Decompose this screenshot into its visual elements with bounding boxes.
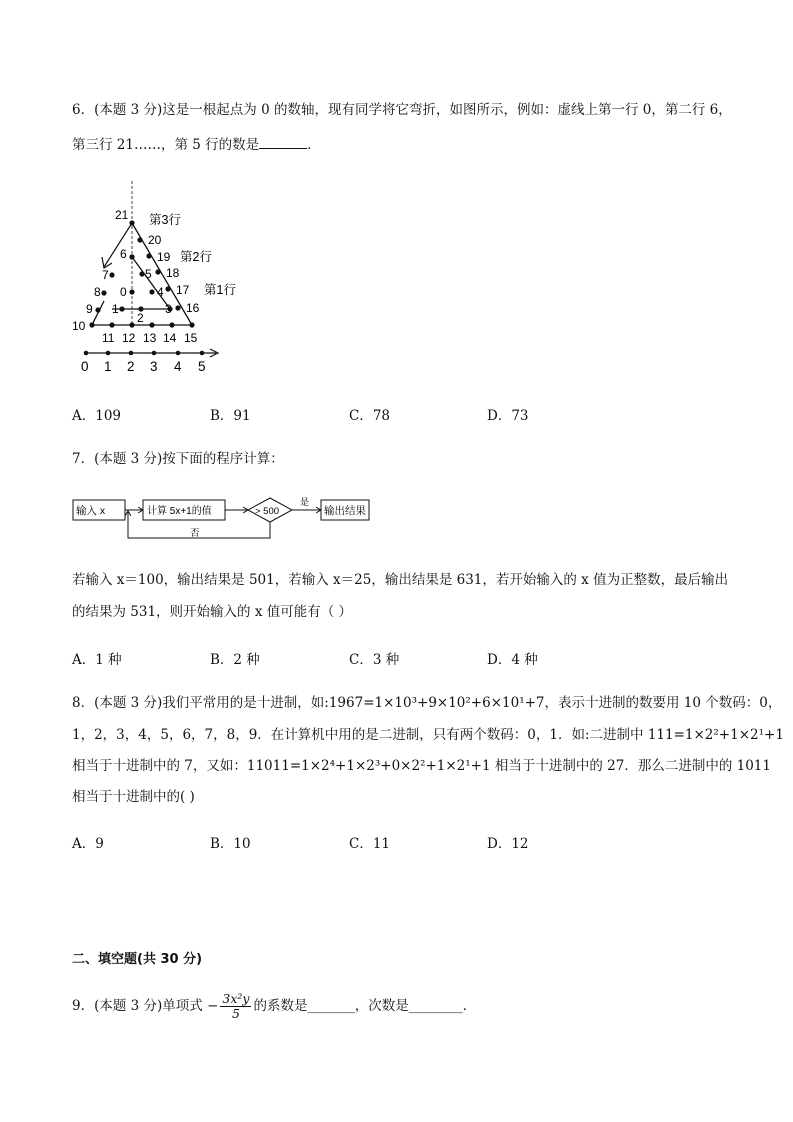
num-2: 2 — [137, 311, 144, 325]
q8-option-a[interactable]: A．9 — [72, 836, 104, 852]
q6-option-c[interactable]: C．78 — [349, 408, 391, 424]
q9-fraction — [220, 992, 251, 1021]
q6-option-a[interactable]: A．109 — [72, 408, 122, 424]
q8-line-3: 相当于十进制中的 7，又如：11011=1×2⁴+1×2³+0×2²+1×2¹+1 相当于十进制中的 27．那么二进制中的 1011 — [72, 758, 771, 774]
q7-option-c[interactable]: C．3 种 — [349, 652, 400, 668]
num-21: 21 — [115, 208, 129, 222]
q6-line-2 — [72, 134, 321, 155]
axis-tick-5: 5 — [198, 359, 206, 374]
q9-blank-1: _______ — [307, 998, 355, 1014]
row-label-2: 第2行 — [180, 250, 212, 264]
num-7: 7 — [102, 268, 109, 282]
q7-option-b[interactable]: B．2 种 — [210, 652, 260, 668]
num-1: 1 — [112, 302, 119, 316]
q9-blank-2: ________ — [408, 998, 463, 1014]
q7-option-a[interactable]: A．1 种 — [72, 652, 122, 668]
row-label-1: 第1行 — [204, 283, 236, 297]
row-label-3: 第3行 — [149, 213, 181, 227]
num-18: 18 — [166, 266, 180, 280]
q9-prefix: 9．(本题 3 分)单项式 − — [72, 998, 219, 1014]
q9-fraction-numerator: 3x²y — [222, 991, 250, 1006]
q7-line-1: 7．(本题 3 分)按下面的程序计算： — [72, 451, 284, 467]
flow-condition: > 500 — [255, 506, 280, 517]
q7-line-2: 若输入 x＝100，输出结果是 501，若输入 x＝25，输出结果是 631，若开始输入的 x 值为正整数，最后输出 — [72, 572, 729, 588]
q6-line-2-end: ． — [307, 137, 321, 153]
q6-figure — [60, 175, 260, 375]
inner-triangle — [112, 257, 170, 309]
q6-line-2-text: 第三行 21……，第 5 行的数是 — [72, 137, 260, 153]
num-13: 13 — [143, 331, 157, 345]
flow-compute-box: 计算 5x+1的值 — [147, 506, 212, 517]
q7-flowchart — [72, 494, 382, 546]
axis-tick-2: 2 — [127, 359, 135, 374]
q7-line-3: 的结果为 531，则开始输入的 x 值可能有（ ） — [72, 604, 353, 620]
axis-tick-0: 0 — [81, 359, 89, 374]
num-17: 17 — [176, 283, 190, 297]
q8-line-1: 8．(本题 3 分)我们平常用的是十进制，如:1967=1×10³+9×10²+6×10¹+7，表示十进制的数要用 10 个数码：0， — [72, 695, 782, 711]
q8-line-4: 相当于十进制中的( ) — [72, 789, 195, 805]
num-19: 19 — [157, 250, 171, 264]
q7-option-d[interactable]: D．4 种 — [487, 652, 538, 668]
q8-options — [72, 832, 732, 852]
section-2-heading: 二、填空题(共 30 分) — [72, 952, 203, 967]
num-8: 8 — [94, 285, 101, 299]
q6-answer-blank — [259, 134, 307, 149]
q6-line-1: 6．(本题 3 分)这是一根起点为 0 的数轴，现有同学将它弯折，如图所示，例如：虚线上第一行 0，第二行 6， — [72, 102, 732, 118]
flow-input-box: 输入 x — [76, 505, 106, 517]
flow-output-box: 输出结果 — [324, 505, 366, 517]
continuation-arrow — [104, 223, 132, 267]
q8-line-2: 1，2，3，4，5，6，7，8，9．在计算机中用的是二进制，只有两个数码：0，1．如:二进制中 111=1×2²+1×2¹+1 — [72, 727, 784, 743]
q9-middle: 的系数是 — [253, 998, 308, 1014]
q6-option-d[interactable]: D．73 — [487, 408, 529, 424]
num-5: 5 — [145, 267, 152, 281]
num-15: 15 — [184, 331, 198, 345]
q8-option-c[interactable]: C．11 — [349, 836, 391, 852]
num-0: 0 — [120, 285, 127, 299]
num-10: 10 — [72, 319, 86, 333]
flow-yes-label: 是 — [300, 497, 310, 507]
q6-option-b[interactable]: B．91 — [210, 408, 251, 424]
num-16: 16 — [186, 301, 200, 315]
q8-option-b[interactable]: B．10 — [210, 836, 251, 852]
q9-fraction-denominator: 5 — [231, 1006, 240, 1021]
axis-tick-4: 4 — [174, 359, 182, 374]
q7-options — [72, 648, 732, 668]
q9-after-1: ，次数是 — [354, 998, 409, 1014]
q6-options — [72, 404, 732, 424]
axis-tick-3: 3 — [150, 359, 158, 374]
num-6: 6 — [120, 247, 127, 261]
q9-end: ． — [462, 998, 477, 1014]
num-11: 11 — [102, 331, 115, 345]
num-3: 3 — [165, 302, 172, 316]
axis-tick-1: 1 — [104, 359, 112, 374]
num-9: 9 — [86, 302, 93, 316]
q9-line — [72, 990, 476, 1022]
num-14: 14 — [163, 331, 177, 345]
num-4: 4 — [157, 285, 164, 299]
q8-option-d[interactable]: D．12 — [487, 836, 529, 852]
flow-no-label: 否 — [190, 528, 200, 539]
num-20: 20 — [148, 233, 162, 247]
num-12: 12 — [122, 331, 136, 345]
